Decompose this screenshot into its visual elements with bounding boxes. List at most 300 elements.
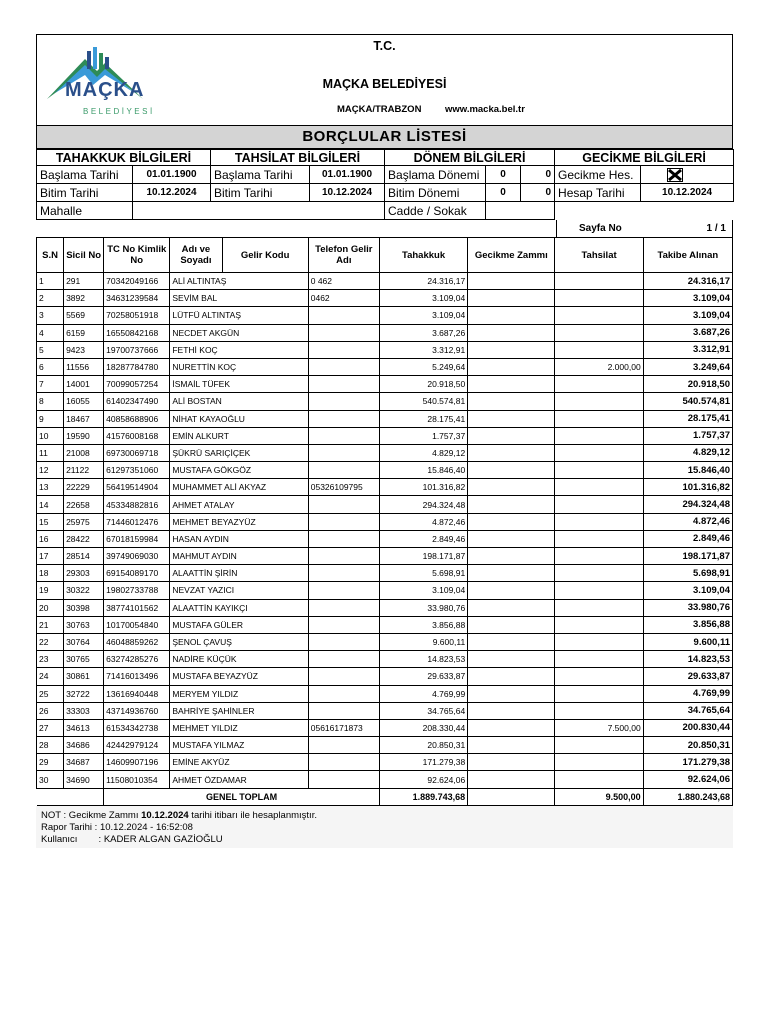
cell-tahsilat [555, 462, 643, 479]
cell-ad: MUSTAFA YILMAZ [170, 737, 308, 754]
cell-ad: LÜTFÜ ALTINTAŞ [170, 307, 308, 324]
tahakkuk-start-label: Başlama Tarihi [37, 166, 133, 184]
col-gecikme: Gecikme Zammı [468, 238, 555, 273]
cell-gecikme [468, 616, 555, 633]
cell-tahsilat [555, 290, 643, 307]
cell-sicil: 29303 [64, 565, 104, 582]
table-row [37, 616, 733, 633]
note-line: NOT : Gecikme Zammı 10.12.2024 tarihi itibarı ile hesaplanmıştır. [41, 810, 317, 821]
cell-gecikme [468, 599, 555, 616]
donem-start-b: 0 [521, 166, 555, 184]
cell-ad: MERYEM YILDIZ [170, 685, 308, 702]
donem-start-label: Başlama Dönemi [385, 166, 486, 184]
section-donem: DÖNEM BİLGİLERİ [385, 150, 555, 166]
cell-takibe: 5.698,91 [643, 565, 732, 582]
col-takibe: Takibe Alınan [643, 238, 732, 273]
cell-takibe: 28.175,41 [643, 410, 732, 427]
cell-tahakkuk: 4.769,99 [379, 685, 467, 702]
cell-takibe: 20.918,50 [643, 376, 732, 393]
cell-telefon [308, 427, 379, 444]
cell-sn: 5 [37, 341, 64, 358]
cell-tahakkuk: 9.600,11 [379, 633, 467, 650]
cell-sicil: 21008 [64, 444, 104, 461]
cell-sicil: 30322 [64, 582, 104, 599]
cell-takibe: 3.109,04 [643, 290, 732, 307]
cell-sn: 12 [37, 462, 64, 479]
cell-tahakkuk: 3.109,04 [379, 582, 467, 599]
cell-sicil: 291 [64, 273, 104, 290]
cell-tc: 42442979124 [104, 737, 170, 754]
cell-tahakkuk: 3.109,04 [379, 307, 467, 324]
cell-takibe: 92.624,06 [643, 771, 732, 788]
cell-gecikme [468, 668, 555, 685]
report-page [36, 34, 733, 845]
cell-gecikme [468, 290, 555, 307]
cell-ad: BAHRİYE ŞAHİNLER [170, 702, 308, 719]
cell-ad: NADİRE KÜÇÜK [170, 651, 308, 668]
table-row [37, 479, 733, 496]
table-row [37, 273, 733, 290]
cell-sn: 2 [37, 290, 64, 307]
cell-tahsilat [555, 496, 643, 513]
cell-tc: 61297351060 [104, 462, 170, 479]
table-row [37, 496, 733, 513]
cell-tc: 19802733788 [104, 582, 170, 599]
cell-sicil: 34686 [64, 737, 104, 754]
section-tahsilat: TAHSİLAT BİLGİLERİ [211, 150, 385, 166]
cell-ad: HASAN AYDIN [170, 530, 308, 547]
cell-ad: SEVİM BAL [170, 290, 308, 307]
cell-telefon [308, 496, 379, 513]
cell-sicil: 9423 [64, 341, 104, 358]
cell-sicil: 34613 [64, 719, 104, 736]
cell-sicil: 34687 [64, 754, 104, 771]
cell-sn: 22 [37, 633, 64, 650]
cell-tc: 63274285276 [104, 651, 170, 668]
cell-telefon [308, 633, 379, 650]
cell-tahsilat [555, 737, 643, 754]
cell-tahakkuk: 540.574,81 [379, 393, 467, 410]
cell-ad: AHMET ATALAY [170, 496, 308, 513]
cell-tahsilat [555, 307, 643, 324]
cell-sn: 11 [37, 444, 64, 461]
cell-takibe: 3.687,26 [643, 324, 732, 341]
user-line: Kullanıcı : KADER ALGAN GAZİOĞLU [41, 834, 223, 845]
cell-tc: 69154089170 [104, 565, 170, 582]
cell-tahsilat [555, 324, 643, 341]
cell-ad: MUSTAFA GÖKGÖZ [170, 462, 308, 479]
cell-takibe: 294.324,48 [643, 496, 732, 513]
cell-tahakkuk: 4.829,12 [379, 444, 467, 461]
table-row [37, 633, 733, 650]
cell-takibe: 198.171,87 [643, 548, 732, 565]
cell-gecikme [468, 754, 555, 771]
cell-ad: NECDET AKGÜN [170, 324, 308, 341]
totals-label: GENEL TOPLAM [104, 788, 380, 805]
cell-gecikme [468, 427, 555, 444]
cell-ad: FETHİ KOÇ [170, 341, 308, 358]
cell-sn: 8 [37, 393, 64, 410]
gecikme-hes-checkbox [641, 166, 734, 184]
cell-telefon [308, 599, 379, 616]
cell-takibe: 29.633,87 [643, 668, 732, 685]
cell-tahakkuk: 3.687,26 [379, 324, 467, 341]
cell-sicil: 30398 [64, 599, 104, 616]
cell-tahakkuk: 33.980,76 [379, 599, 467, 616]
cell-sn: 29 [37, 754, 64, 771]
cell-telefon [308, 444, 379, 461]
table-row [37, 599, 733, 616]
cell-tahakkuk: 294.324,48 [379, 496, 467, 513]
cell-telefon [308, 565, 379, 582]
col-sicil: Sicil No [64, 238, 104, 273]
cell-gecikme [468, 376, 555, 393]
cell-sicil: 5569 [64, 307, 104, 324]
col-tahakkuk: Tahakkuk [379, 238, 467, 273]
cell-tahsilat [555, 565, 643, 582]
cell-tahsilat [555, 513, 643, 530]
cell-ad: ŞENOL ÇAVUŞ [170, 633, 308, 650]
cell-tahakkuk: 3.856,88 [379, 616, 467, 633]
cell-sn: 10 [37, 427, 64, 444]
cell-telefon: 05616171873 [308, 719, 379, 736]
cell-sicil: 18467 [64, 410, 104, 427]
cell-ad: NİHAT KAYAOĞLU [170, 410, 308, 427]
cadde-value [486, 202, 555, 220]
cell-sicil: 3892 [64, 290, 104, 307]
cell-gecikme [468, 685, 555, 702]
cell-gecikme [468, 307, 555, 324]
table-row [37, 530, 733, 547]
cell-tc: 38774101562 [104, 599, 170, 616]
cell-telefon [308, 324, 379, 341]
cell-telefon: 05326109795 [308, 479, 379, 496]
cell-gecikme [468, 633, 555, 650]
cell-takibe: 20.850,31 [643, 737, 732, 754]
cell-takibe: 15.846,40 [643, 462, 732, 479]
mahalle-label: Mahalle [37, 202, 133, 220]
cell-sicil: 30764 [64, 633, 104, 650]
cell-takibe: 3.856,88 [643, 616, 732, 633]
cell-takibe: 2.849,46 [643, 530, 732, 547]
cell-telefon [308, 737, 379, 754]
cell-tc: 43714936760 [104, 702, 170, 719]
cell-tc: 16550842168 [104, 324, 170, 341]
col-tahsilat: Tahsilat [555, 238, 643, 273]
cell-ad: MUSTAFA GÜLER [170, 616, 308, 633]
cell-ad: EMİNE AKYÜZ [170, 754, 308, 771]
cell-takibe: 3.109,04 [643, 307, 732, 324]
tahsilat-start-label: Başlama Tarihi [211, 166, 310, 184]
cell-gecikme [468, 702, 555, 719]
table-row [37, 685, 733, 702]
cell-tahakkuk: 208.330,44 [379, 719, 467, 736]
cell-tahsilat [555, 479, 643, 496]
cell-takibe: 24.316,17 [643, 273, 732, 290]
table-row [37, 565, 733, 582]
cell-tahakkuk: 15.846,40 [379, 462, 467, 479]
cell-sicil: 28422 [64, 530, 104, 547]
cell-takibe: 3.312,91 [643, 341, 732, 358]
cell-tc: 71416013496 [104, 668, 170, 685]
cell-sn: 7 [37, 376, 64, 393]
cell-gecikme [468, 582, 555, 599]
cell-tc: 41576008168 [104, 427, 170, 444]
table-row [37, 324, 733, 341]
tahsilat-start-value: 01.01.1900 [310, 166, 385, 184]
cell-gecikme [468, 513, 555, 530]
hesap-tarihi-label: Hesap Tarihi [555, 184, 641, 202]
cell-sn: 9 [37, 410, 64, 427]
donem-end-b: 0 [521, 184, 555, 202]
cell-sn: 3 [37, 307, 64, 324]
cell-telefon [308, 548, 379, 565]
cell-tahakkuk: 20.918,50 [379, 376, 467, 393]
cell-tahsilat [555, 444, 643, 461]
cell-ad: İSMAİL TÜFEK [170, 376, 308, 393]
cell-tahakkuk: 3.109,04 [379, 290, 467, 307]
report-header [36, 34, 733, 125]
cell-tahakkuk: 4.872,46 [379, 513, 467, 530]
cell-takibe: 4.872,46 [643, 513, 732, 530]
cell-gecikme [468, 771, 555, 788]
cell-ad: ŞÜKRÜ SARIÇİÇEK [170, 444, 308, 461]
cell-tc: 61402347490 [104, 393, 170, 410]
table-row [37, 427, 733, 444]
cell-sicil: 14001 [64, 376, 104, 393]
cell-ad: MUHAMMET ALİ AKYAZ [170, 479, 308, 496]
cell-sn: 20 [37, 599, 64, 616]
cell-takibe: 4.769,99 [643, 685, 732, 702]
tahakkuk-start-value: 01.01.1900 [133, 166, 211, 184]
institution-name: MAÇKA BELEDİYESİ [322, 77, 447, 91]
cell-sn: 30 [37, 771, 64, 788]
cell-telefon [308, 754, 379, 771]
report-title: BORÇLULAR LİSTESİ [36, 125, 733, 149]
tahsilat-end-value: 10.12.2024 [310, 184, 385, 202]
cell-tc: 61534342738 [104, 719, 170, 736]
cell-sn: 13 [37, 479, 64, 496]
table-row [37, 376, 733, 393]
cell-gecikme [468, 530, 555, 547]
cell-tahakkuk: 171.279,38 [379, 754, 467, 771]
cell-tahakkuk: 101.316,82 [379, 479, 467, 496]
cell-ad: EMİN ALKURT [170, 427, 308, 444]
col-sn: S.N [37, 238, 64, 273]
donem-end-label: Bitim Dönemi [385, 184, 486, 202]
cell-tahsilat [555, 530, 643, 547]
cell-sn: 17 [37, 548, 64, 565]
page-number-box [556, 220, 733, 238]
page-number-row [36, 220, 733, 237]
cell-takibe: 540.574,81 [643, 393, 732, 410]
cadde-label: Cadde / Sokak [385, 202, 486, 220]
cell-tc: 45334882816 [104, 496, 170, 513]
cell-sn: 23 [37, 651, 64, 668]
cell-tahakkuk: 2.849,46 [379, 530, 467, 547]
cell-gecikme [468, 651, 555, 668]
table-row [37, 668, 733, 685]
cell-sn: 6 [37, 358, 64, 375]
cell-gecikme [468, 273, 555, 290]
cell-tahsilat [555, 376, 643, 393]
cell-ad: MUSTAFA BEYAZYÜZ [170, 668, 308, 685]
table-row [37, 771, 733, 788]
cell-sn: 15 [37, 513, 64, 530]
table-row [37, 754, 733, 771]
totals-row [37, 788, 733, 805]
institution-address: MAÇKA/TRABZON [337, 104, 422, 115]
page-number-value: 1 / 1 [706, 223, 726, 234]
cell-tahakkuk: 29.633,87 [379, 668, 467, 685]
logo-wordmark: MAÇKA [65, 79, 145, 101]
cell-telefon: 0462 [308, 290, 379, 307]
cell-takibe: 3.109,04 [643, 582, 732, 599]
cell-tc: 67018159984 [104, 530, 170, 547]
cell-tc: 39749069030 [104, 548, 170, 565]
cell-gecikme [468, 410, 555, 427]
section-tahakkuk: TAHAKKUK BİLGİLERİ [37, 150, 211, 166]
table-row [37, 737, 733, 754]
cell-sn: 28 [37, 737, 64, 754]
cell-sn: 16 [37, 530, 64, 547]
cell-sicil: 30763 [64, 616, 104, 633]
cell-sicil: 11556 [64, 358, 104, 375]
cell-tc: 10170054840 [104, 616, 170, 633]
cell-tahsilat [555, 599, 643, 616]
cell-gecikme [468, 393, 555, 410]
cell-sicil: 21122 [64, 462, 104, 479]
report-notes [41, 810, 317, 846]
totals-tahsilat: 9.500,00 [555, 788, 643, 805]
cell-gecikme [468, 496, 555, 513]
cell-telefon [308, 462, 379, 479]
table-row [37, 702, 733, 719]
cell-telefon [308, 771, 379, 788]
cell-sicil: 30861 [64, 668, 104, 685]
cell-sicil: 16055 [64, 393, 104, 410]
cell-tc: 71446012476 [104, 513, 170, 530]
cell-tahakkuk: 5.249,64 [379, 358, 467, 375]
cell-tahakkuk: 92.624,06 [379, 771, 467, 788]
cell-sn: 24 [37, 668, 64, 685]
cell-tahakkuk: 1.757,37 [379, 427, 467, 444]
hesap-tarihi-value: 10.12.2024 [641, 184, 734, 202]
cell-tahsilat: 7.500,00 [555, 719, 643, 736]
cell-sn: 26 [37, 702, 64, 719]
table-row [37, 290, 733, 307]
page-number-label: Sayfa No [579, 223, 622, 234]
cell-tc: 70342049166 [104, 273, 170, 290]
cell-tc: 11508010354 [104, 771, 170, 788]
cell-gecikme [468, 341, 555, 358]
cell-tc: 69730069718 [104, 444, 170, 461]
donem-start-a: 0 [486, 166, 521, 184]
cell-telefon [308, 307, 379, 324]
cell-tahsilat [555, 754, 643, 771]
cell-gecikme [468, 548, 555, 565]
cell-telefon [308, 376, 379, 393]
cell-takibe: 171.279,38 [643, 754, 732, 771]
cell-ad: MAHMUT AYDIN [170, 548, 308, 565]
cell-gecikme [468, 737, 555, 754]
table-row [37, 582, 733, 599]
filter-info-table [36, 149, 734, 220]
logo-subtext: BELEDİYESİ [83, 107, 155, 116]
cell-takibe: 200.830,44 [643, 719, 732, 736]
cell-gecikme [468, 324, 555, 341]
cell-sn: 14 [37, 496, 64, 513]
cell-telefon [308, 651, 379, 668]
cell-tahakkuk: 5.698,91 [379, 565, 467, 582]
cell-gecikme [468, 462, 555, 479]
tahakkuk-end-label: Bitim Tarihi [37, 184, 133, 202]
blank-cell [555, 202, 734, 220]
cell-takibe: 101.316,82 [643, 479, 732, 496]
cell-tahsilat [555, 410, 643, 427]
cell-tc: 40858688906 [104, 410, 170, 427]
cell-tahakkuk: 28.175,41 [379, 410, 467, 427]
cell-takibe: 1.757,37 [643, 427, 732, 444]
cell-telefon [308, 513, 379, 530]
report-date-line: Rapor Tarihi : 10.12.2024 - 16:52:08 [41, 822, 193, 833]
cell-takibe: 14.823,53 [643, 651, 732, 668]
cell-sn: 18 [37, 565, 64, 582]
cell-tahsilat [555, 668, 643, 685]
table-body [37, 273, 733, 789]
col-gelir-kodu: Gelir Kodu [222, 238, 308, 273]
cell-sicil: 28514 [64, 548, 104, 565]
cell-sn: 27 [37, 719, 64, 736]
cell-sn: 25 [37, 685, 64, 702]
cell-tahsilat [555, 273, 643, 290]
section-gecikme: GECİKME BİLGİLERİ [555, 150, 734, 166]
cell-sicil: 34690 [64, 771, 104, 788]
cell-sn: 4 [37, 324, 64, 341]
cell-gecikme [468, 358, 555, 375]
cell-ad: ALAATTİN ŞİRİN [170, 565, 308, 582]
cell-ad: NEVZAT YAZICI [170, 582, 308, 599]
cell-tahsilat [555, 633, 643, 650]
table-row [37, 410, 733, 427]
cell-tc: 18287784780 [104, 358, 170, 375]
table-row [37, 462, 733, 479]
cell-telefon [308, 702, 379, 719]
table-row [37, 341, 733, 358]
table-row [37, 444, 733, 461]
cell-gecikme [468, 444, 555, 461]
cell-tahsilat [555, 616, 643, 633]
cell-tahakkuk: 3.312,91 [379, 341, 467, 358]
tahakkuk-end-value: 10.12.2024 [133, 184, 211, 202]
cell-tahakkuk: 198.171,87 [379, 548, 467, 565]
cell-sicil: 22229 [64, 479, 104, 496]
cell-tc: 56419514904 [104, 479, 170, 496]
cell-gecikme [468, 479, 555, 496]
cell-telefon [308, 685, 379, 702]
table-header [37, 238, 733, 273]
cell-ad: NURETTİN KOÇ [170, 358, 308, 375]
cell-tc: 14609907196 [104, 754, 170, 771]
col-tc: TC No Kimlik No [104, 238, 170, 273]
tahsilat-end-label: Bitim Tarihi [211, 184, 310, 202]
cell-telefon [308, 410, 379, 427]
cell-sicil: 19590 [64, 427, 104, 444]
table-row [37, 548, 733, 565]
cell-telefon [308, 393, 379, 410]
cell-takibe: 3.249,64 [643, 358, 732, 375]
cell-tc: 19700737666 [104, 341, 170, 358]
